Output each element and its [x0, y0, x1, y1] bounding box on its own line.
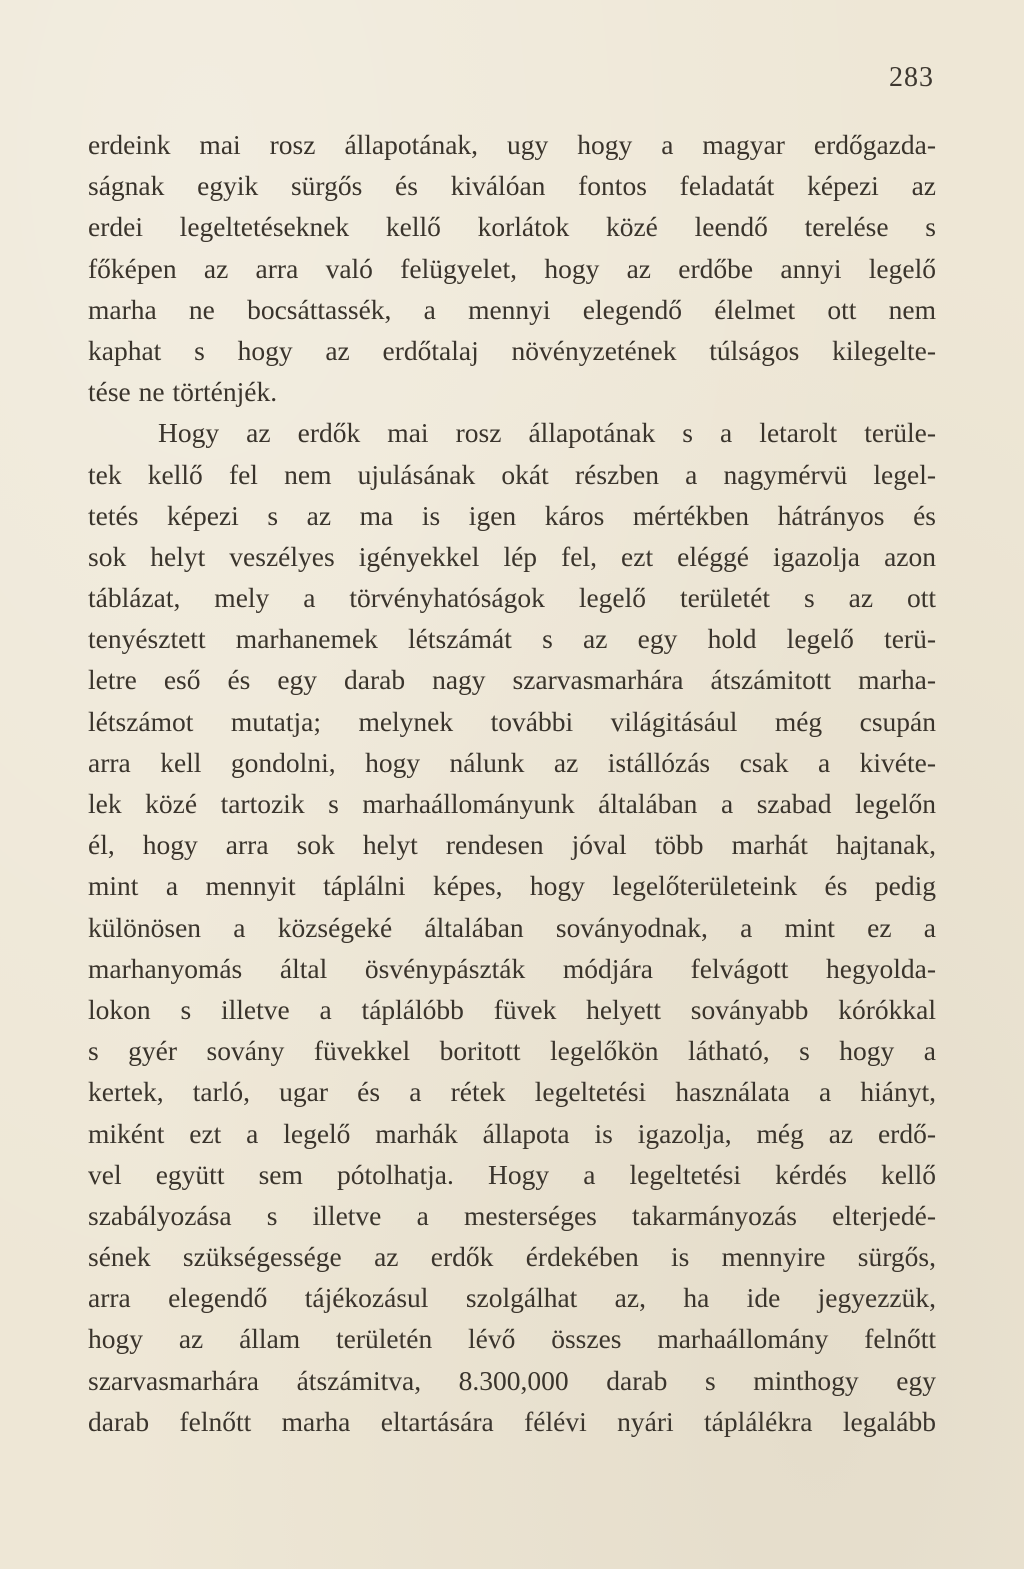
text-line: tetés képezi s az ma is igen káros mértékben hátrányos és — [88, 499, 936, 531]
text-line: miként ezt a legelő marhák állapota is igazolja, még az erdő- — [88, 1117, 936, 1149]
text-line: erdeink mai rosz állapotának, ugy hogy a magyar erdőgazda- — [88, 129, 936, 160]
text-line: mint a mennyit táplálni képes, hogy legelőterületeink és pedig — [88, 870, 936, 902]
text-line: erdei legeltetéseknek kellő korlátok közé leendő terelése s — [88, 211, 936, 243]
text-line: különösen a községeké általában soványodnak, a mint ez a — [88, 911, 936, 943]
text-line: hogy az állam területén lévő összes marhaállomány felnőtt — [88, 1323, 936, 1355]
text-line: szarvasmarhára átszámitva, 8.300,000 darab s minthogy egy — [88, 1364, 936, 1396]
text-line: tek kellő fel nem ujulásának okát részben a nagymérvü legel- — [88, 458, 936, 490]
text-line: arra kell gondolni, hogy nálunk az istállózás csak a kivéte- — [88, 746, 936, 778]
text-line: kertek, tarló, ugar és a rétek legeltetési használata a hiányt, — [88, 1076, 936, 1108]
text-line: vel együtt sem pótolhatja. Hogy a legeltetési kérdés kellő — [88, 1158, 936, 1190]
text-line: tenyésztett marhanemek létszámát s az egy hold legelő terü- — [88, 623, 936, 655]
text-line: s gyér sovány füvekkel boritott legelőkön látható, s hogy a — [88, 1035, 936, 1067]
text-line: lokon s illetve a táplálóbb füvek helyett soványabb kórókkal — [88, 993, 936, 1025]
text-line: letre eső és egy darab nagy szarvasmarhára átszámitott marha- — [88, 664, 936, 696]
text-line: arra elegendő tájékozásul szolgálhat az, ha ide jegyezzük, — [88, 1282, 936, 1314]
text-line: lek közé tartozik s marhaállományunk általában a szabad legelőn — [88, 788, 936, 819]
text-line: sok helyt veszélyes igényekkel lép fel, ezt eléggé igazolja azon — [88, 540, 936, 572]
text-line: ságnak egyik sürgős és kiválóan fontos feladatát képezi az — [88, 170, 936, 202]
text-line: szabályozása s illetve a mesterséges takarmányozás elterjedé- — [88, 1199, 936, 1231]
text-line: főképen az arra való felügyelet, hogy az erdőbe annyi legelő — [88, 252, 936, 284]
text-line: létszámot mutatja; melynek további világitásául még csupán — [88, 705, 936, 737]
text-line: marhanyomás által ösvénypászták módjára felvágott hegyolda- — [88, 952, 936, 984]
text-line: él, hogy arra sok helyt rendesen jóval több marhát hajtanak, — [88, 829, 936, 861]
text-line: táblázat, mely a törvényhatóságok legelő területét s az ott — [88, 582, 936, 614]
body-text — [88, 124, 936, 1442]
text-line: tése ne történjék. — [88, 376, 278, 408]
text-line: darab felnőtt marha eltartására félévi nyári táplálékra legalább — [88, 1405, 936, 1437]
text-line: marha ne bocsáttassék, a mennyi elegendő élelmet ott nem — [88, 293, 936, 325]
paragraph-start-line: Hogy az erdők mai rosz állapotának s a letarolt terüle- — [158, 417, 936, 449]
text-line: sének szükségessége az erdők érdekében is mennyire sürgős, — [88, 1241, 936, 1273]
text-line: kaphat s hogy az erdőtalaj növényzetének túlságos kilegelte- — [88, 334, 936, 366]
page-number: 283 — [889, 62, 934, 93]
